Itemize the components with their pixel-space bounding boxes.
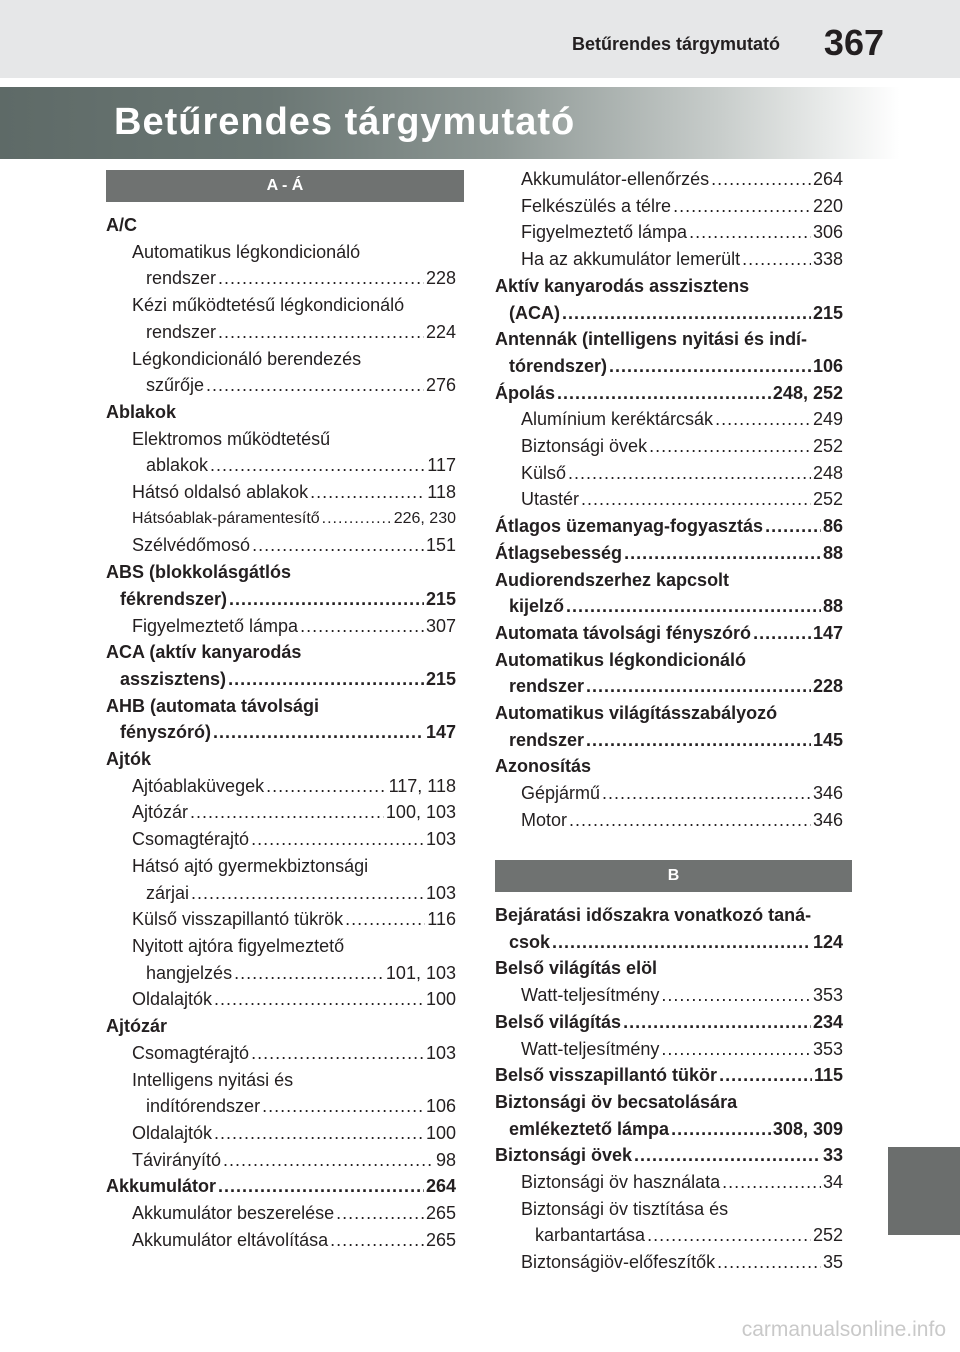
index-term: emlékeztető lámpa	[509, 1118, 670, 1139]
index-page-ref: 346	[812, 783, 843, 804]
page-number: 367	[823, 22, 884, 63]
index-page-ref: 124	[812, 931, 843, 952]
title-band	[0, 87, 900, 159]
index-term: indítórendszer	[146, 1096, 261, 1117]
index-entry	[495, 1009, 843, 1036]
index-entry	[495, 929, 843, 956]
index-page-ref: 101, 103	[385, 962, 456, 983]
leader-dots	[228, 666, 424, 693]
index-page-ref: 35	[822, 1252, 843, 1273]
index-term: Figyelmeztető lámpa	[521, 222, 688, 243]
index-term: Ajtók	[106, 749, 151, 770]
index-term: Ajtózár	[132, 802, 189, 823]
index-page-ref: 249	[812, 409, 843, 430]
index-term: Átlagos üzemanyag-fogyasztás	[495, 516, 764, 537]
index-page-ref: 145	[812, 729, 843, 750]
section-header-a: A - Á	[106, 170, 464, 202]
index-term: ACA (aktív kanyarodás	[106, 642, 302, 663]
leader-dots	[568, 460, 811, 487]
index-entry	[495, 1249, 843, 1276]
index-page-ref: 265	[425, 1229, 456, 1250]
index-page-ref: 98	[435, 1149, 456, 1170]
index-entry	[106, 773, 456, 800]
index-page-ref: 115	[813, 1065, 843, 1086]
index-term: Automatikus világításszabályozó	[495, 703, 778, 724]
index-term: Ha az akkumulátor lemerült	[521, 249, 741, 270]
index-entry	[495, 753, 843, 780]
index-entry	[106, 799, 456, 826]
index-page-ref: 34	[822, 1172, 843, 1193]
index-term: Ajtóablaküvegek	[132, 775, 265, 796]
index-entry	[495, 700, 843, 727]
index-entry	[495, 1089, 843, 1116]
index-entry	[106, 639, 456, 666]
index-entry	[106, 853, 456, 880]
index-term: Akkumulátor-ellenőrzés	[521, 169, 710, 189]
leader-dots	[214, 1120, 424, 1147]
index-term: Figyelmeztető lámpa	[132, 615, 299, 636]
index-term: Szélvédőmosó	[132, 535, 251, 556]
running-title: Betűrendes tárgymutató	[571, 34, 780, 54]
index-term: Hátsóablak-páramentesítő	[132, 509, 320, 527]
index-term: Automatikus légkondicionáló	[495, 649, 747, 670]
index-entry	[106, 1040, 456, 1067]
index-entry	[106, 960, 456, 987]
index-entry	[106, 239, 456, 266]
index-entry	[106, 826, 456, 853]
leader-dots	[223, 1147, 434, 1174]
index-page-ref: 100	[425, 989, 456, 1010]
leader-dots	[715, 406, 811, 433]
index-entry	[106, 693, 456, 720]
index-term: zárjai	[146, 882, 190, 903]
index-entry	[106, 346, 456, 373]
index-term: fényszóró)	[120, 722, 212, 743]
index-page-ref: 88	[822, 542, 843, 563]
index-page-ref: 116	[427, 909, 456, 930]
index-term: Ablakok	[106, 401, 177, 422]
index-page-ref: 151	[425, 535, 456, 556]
index-term: Légkondicionáló berendezés	[132, 348, 362, 369]
index-entry	[106, 265, 456, 292]
leader-dots	[586, 727, 811, 754]
index-entry	[495, 1116, 843, 1143]
index-page-ref: 252	[812, 489, 843, 510]
index-entry	[106, 1200, 456, 1227]
index-entry	[106, 666, 456, 693]
index-entry	[495, 673, 843, 700]
index-entry	[106, 532, 456, 559]
index-entry	[106, 452, 456, 479]
index-entry	[495, 166, 843, 193]
index-page-ref: 147	[425, 722, 456, 743]
index-entry	[495, 567, 843, 594]
index-column-right-a	[495, 166, 843, 834]
index-entry	[106, 586, 456, 613]
leader-dots	[262, 1093, 424, 1120]
leader-dots	[634, 1142, 821, 1169]
index-entry	[106, 479, 456, 506]
index-term: rendszer	[509, 729, 585, 750]
index-column-left	[106, 212, 456, 1253]
index-page-ref: 353	[812, 985, 843, 1006]
index-page-ref: 215	[425, 668, 456, 689]
index-term: Hátsó oldalsó ablakok	[132, 482, 309, 503]
leader-dots	[562, 300, 811, 327]
index-term: Biztonsági övek	[495, 1145, 633, 1166]
index-term: Intelligens nyitási és	[132, 1069, 294, 1090]
index-page-ref: 224	[425, 321, 456, 342]
index-term: Biztonsági övek	[521, 436, 648, 457]
index-entry	[106, 1013, 456, 1040]
index-term: Watt-teljesítmény	[521, 1038, 660, 1059]
leader-dots	[191, 880, 424, 907]
index-entry	[495, 1142, 843, 1169]
index-page-ref: 338	[812, 249, 843, 270]
index-term: Belső világítás	[495, 1011, 622, 1032]
index-term: Motor	[521, 809, 568, 830]
index-entry	[106, 1173, 456, 1200]
index-term: AHB (automata távolsági	[106, 695, 320, 716]
index-entry	[106, 1093, 456, 1120]
leader-dots	[623, 1009, 811, 1036]
index-term: Csomagtérajtó	[132, 1042, 250, 1063]
index-entry	[106, 212, 456, 239]
index-page-ref: 228	[425, 268, 456, 289]
leader-dots	[717, 1249, 821, 1276]
index-entry	[106, 1147, 456, 1174]
index-term: Ápolás	[495, 382, 556, 403]
index-term: Audiorendszerhez kapcsolt	[495, 569, 730, 590]
leader-dots	[218, 265, 424, 292]
index-entry	[495, 1169, 843, 1196]
index-term: Gépjármű	[521, 783, 601, 804]
index-entry	[495, 300, 843, 327]
index-term: Azonosítás	[495, 756, 592, 777]
index-page-ref: 103	[425, 829, 456, 850]
index-term: Biztonsági öv használata	[521, 1172, 721, 1193]
index-term: Biztonsági öv becsatolására	[495, 1091, 738, 1112]
leader-dots	[210, 452, 425, 479]
index-entry	[106, 719, 456, 746]
index-page-ref: 86	[822, 516, 843, 537]
index-entry	[495, 460, 843, 487]
index-term: csok	[509, 931, 551, 952]
index-term: Akkumulátor eltávolítása	[132, 1229, 329, 1250]
index-entry	[495, 647, 843, 674]
index-page-ref: 103	[425, 882, 456, 903]
leader-dots	[557, 380, 771, 407]
index-entry	[106, 1120, 456, 1147]
index-page-ref: 252	[812, 436, 843, 457]
index-page-ref: 226, 230	[393, 509, 456, 527]
index-page-ref: 147	[812, 622, 843, 643]
leader-dots	[719, 1062, 812, 1089]
index-entry	[106, 372, 456, 399]
leader-dots	[206, 372, 424, 399]
index-term: Felkészülés a télre	[521, 195, 672, 216]
index-term: A/C	[106, 215, 137, 235]
index-entry	[106, 933, 456, 960]
leader-dots	[671, 1116, 771, 1143]
page-title: Betűrendes tárgymutató	[114, 101, 576, 143]
index-page-ref: 228	[812, 676, 843, 697]
leader-dots	[661, 1036, 811, 1063]
index-page-ref: 100, 103	[385, 802, 456, 823]
index-entry	[495, 246, 843, 273]
leader-dots	[552, 929, 811, 956]
leader-dots	[213, 719, 424, 746]
leader-dots	[624, 540, 821, 567]
index-term: Elektromos működtetésű	[132, 428, 331, 449]
index-term: Antennák (intelligens nyitási és indí-	[495, 329, 808, 350]
watermark: carmanualsonline.info	[741, 1318, 946, 1341]
index-page-ref: 307	[425, 615, 456, 636]
index-entry	[495, 406, 843, 433]
leader-dots	[649, 433, 811, 460]
index-term: Oldalajtók	[132, 989, 213, 1010]
index-page-ref: 103	[425, 1042, 456, 1063]
index-term: Oldalajtók	[132, 1122, 213, 1143]
index-entry	[106, 319, 456, 346]
index-entry	[106, 1067, 456, 1094]
leader-dots	[345, 906, 425, 933]
index-term: Hátsó ajtó gyermekbiztonsági	[132, 855, 369, 876]
leader-dots	[742, 246, 811, 273]
index-entry	[495, 620, 843, 647]
index-entry	[106, 986, 456, 1013]
index-term: tórendszer)	[509, 355, 608, 376]
leader-dots	[190, 799, 384, 826]
leader-dots	[336, 1200, 424, 1227]
index-entry	[106, 506, 456, 533]
index-term: Biztonságiöv-előfeszítők	[521, 1252, 716, 1273]
index-term: Külső visszapillantó tükrök	[132, 909, 344, 930]
index-entry	[495, 727, 843, 754]
index-term: Bejáratási időszakra vonatkozó taná-	[495, 905, 812, 925]
index-page-ref: 308, 309	[772, 1118, 843, 1139]
leader-dots	[586, 673, 811, 700]
section-header-b: B	[495, 860, 852, 892]
index-column-right-b	[495, 902, 843, 1276]
leader-dots	[218, 319, 424, 346]
index-entry	[495, 193, 843, 220]
index-term: Távirányító	[132, 1149, 222, 1170]
index-page-ref: 106	[812, 355, 843, 376]
index-entry	[495, 513, 843, 540]
index-entry	[106, 292, 456, 319]
leader-dots	[689, 219, 811, 246]
index-term: (ACA)	[509, 302, 560, 323]
leader-dots	[566, 593, 821, 620]
index-page-ref: 215	[425, 588, 456, 609]
index-term: asszisztens)	[120, 668, 227, 689]
leader-dots	[252, 532, 424, 559]
index-term: Utastér	[521, 489, 580, 510]
index-term: Aktív kanyarodás asszisztens	[495, 275, 750, 296]
index-entry	[495, 273, 843, 300]
index-term: fékrendszer)	[120, 588, 228, 609]
index-page-ref: 252	[812, 1225, 843, 1246]
index-page-ref: 248, 252	[772, 382, 843, 403]
leader-dots	[647, 1222, 811, 1249]
index-entry	[106, 399, 456, 426]
index-entry	[495, 955, 843, 982]
index-term: rendszer	[146, 321, 217, 342]
index-page-ref: 276	[425, 375, 456, 396]
index-term: Watt-teljesítmény	[521, 985, 660, 1006]
index-term: Ajtózár	[106, 1016, 168, 1037]
index-term: Automata távolsági fényszóró	[495, 622, 752, 643]
index-page-ref: 234	[812, 1011, 843, 1032]
index-page-ref: 306	[812, 222, 843, 243]
index-page-ref: 265	[425, 1203, 456, 1224]
leader-dots	[251, 1040, 424, 1067]
index-term: Akkumulátor	[106, 1176, 217, 1197]
index-page-ref: 33	[822, 1145, 843, 1166]
leader-dots	[251, 826, 424, 853]
index-entry	[495, 1222, 843, 1249]
top-header-bar	[0, 0, 960, 78]
index-entry	[495, 353, 843, 380]
index-entry	[106, 906, 456, 933]
index-entry	[495, 1062, 843, 1089]
index-entry	[106, 1227, 456, 1254]
index-page-ref: 346	[812, 809, 843, 830]
index-entry	[106, 426, 456, 453]
index-entry	[495, 1036, 843, 1063]
index-entry	[495, 326, 843, 353]
index-page-ref: 88	[822, 596, 843, 617]
leader-dots	[765, 513, 821, 540]
index-entry	[106, 559, 456, 586]
index-term: Csomagtérajtó	[132, 829, 250, 850]
thumb-index-tab	[888, 1147, 960, 1235]
index-page-ref: 100	[425, 1122, 456, 1143]
index-entry	[495, 902, 843, 929]
leader-dots	[214, 986, 424, 1013]
leader-dots	[753, 620, 811, 647]
leader-dots	[661, 982, 811, 1009]
index-term: Alumínium keréktárcsák	[521, 409, 714, 430]
index-entry	[106, 746, 456, 773]
index-term: rendszer	[509, 676, 585, 697]
index-entry	[495, 380, 843, 407]
leader-dots	[229, 586, 424, 613]
leader-dots	[300, 613, 424, 640]
index-page-ref: 248	[812, 462, 843, 483]
index-term: Akkumulátor beszerelése	[132, 1203, 335, 1224]
index-page-ref: 117, 118	[388, 775, 456, 796]
index-page-ref: 264	[425, 1176, 456, 1197]
index-entry	[495, 219, 843, 246]
index-entry	[495, 486, 843, 513]
index-entry	[495, 1196, 843, 1223]
leader-dots	[266, 773, 387, 800]
index-page-ref: 220	[812, 195, 843, 216]
leader-dots	[673, 193, 811, 220]
index-page-ref: 215	[812, 302, 843, 323]
index-term: Kézi működtetésű légkondicionáló	[132, 295, 405, 316]
index-term: Belső világítás elöl	[495, 958, 658, 979]
index-term: Nyitott ajtóra figyelmeztető	[132, 935, 345, 956]
index-page-ref: 106	[425, 1096, 456, 1117]
index-page-ref: 353	[812, 1038, 843, 1059]
index-page-ref: 117	[427, 455, 456, 476]
leader-dots	[609, 353, 811, 380]
leader-dots	[711, 166, 811, 193]
index-entry	[106, 613, 456, 640]
index-term: Átlagsebesség	[495, 542, 623, 563]
leader-dots	[602, 780, 811, 807]
leader-dots	[330, 1227, 424, 1254]
index-term: Biztonsági öv tisztítása és	[521, 1198, 729, 1219]
index-term: ABS (blokkolásgátlós	[106, 562, 292, 583]
index-term: kijelző	[509, 596, 565, 617]
leader-dots	[569, 807, 811, 834]
leader-dots	[722, 1169, 821, 1196]
index-entry	[495, 982, 843, 1009]
index-term: ablakok	[146, 455, 209, 476]
leader-dots	[322, 506, 392, 533]
leader-dots	[234, 960, 384, 987]
index-term: rendszer	[146, 268, 217, 289]
index-page-ref: 118	[427, 482, 456, 503]
index-term: karbantartása	[535, 1225, 646, 1246]
index-entry	[495, 807, 843, 834]
leader-dots	[581, 486, 811, 513]
index-term: Automatikus légkondicionáló	[132, 241, 361, 262]
index-term: Külső	[521, 462, 567, 483]
index-entry	[106, 880, 456, 907]
index-term: hangjelzés	[146, 962, 233, 983]
index-term: Belső visszapillantó tükör	[495, 1065, 718, 1086]
index-entry	[495, 433, 843, 460]
index-entry	[495, 593, 843, 620]
index-entry	[495, 780, 843, 807]
index-entry	[495, 540, 843, 567]
leader-dots	[218, 1173, 424, 1200]
index-page-ref: 264	[812, 169, 843, 189]
index-term: szűrője	[146, 375, 205, 396]
leader-dots	[310, 479, 425, 506]
